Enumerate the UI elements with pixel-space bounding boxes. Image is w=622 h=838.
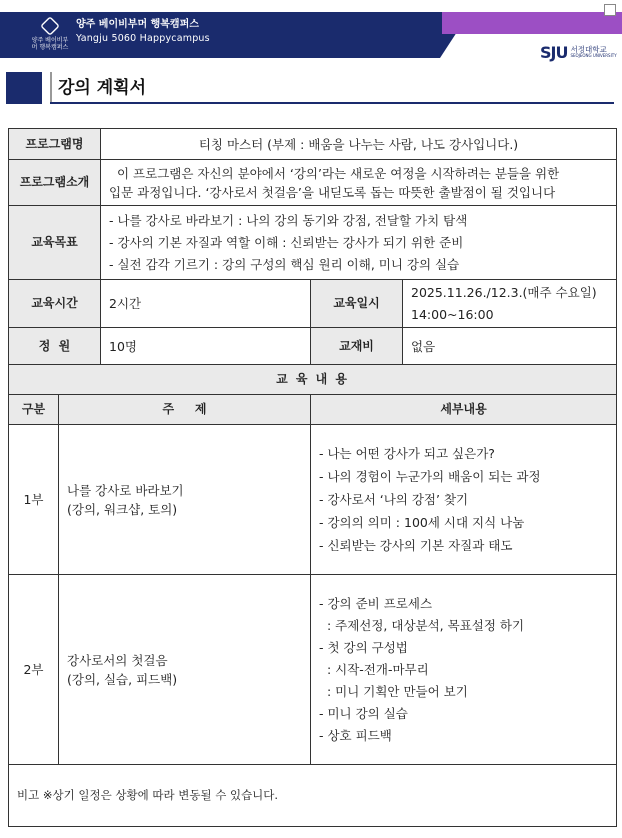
topic-line: (강의, 실습, 피드백) (67, 671, 178, 687)
topic-line: 강사로서의 첫걸음 (67, 652, 168, 668)
part-label: 1부 (9, 425, 59, 575)
goal-item: - 나를 강사로 바라보기 : 나의 강의 동기와 강점, 전달할 가치 탐색 (109, 212, 468, 228)
program-intro-value (101, 160, 617, 206)
detail-cell (311, 425, 617, 575)
content-row-part2 (9, 575, 617, 765)
corner-checkbox (604, 4, 616, 16)
goals-label: 교육목표 (9, 206, 101, 280)
detail-item: - 강의 준비 프로세스 (319, 595, 433, 611)
note-text: 비고 ※상기 일정은 상황에 따라 변동될 수 있습니다. (9, 765, 617, 827)
campus-name-en: Yangju 5060 Happycampus (76, 33, 210, 44)
row-goals (9, 206, 617, 280)
program-name-value: 티칭 마스터 (부제 : 배움을 나누는 사람, 나도 강사입니다.) (101, 129, 617, 160)
campus-logo-icon (40, 16, 60, 36)
university-mark: SJU (540, 42, 568, 62)
material-label: 교재비 (311, 328, 403, 365)
detail-item: - 강의의 의미 : 100세 시대 지식 나눔 (319, 515, 525, 530)
topic-line: 나를 강사로 바라보기 (67, 482, 184, 498)
program-intro-line: 이 프로그램은 자신의 분야에서 ‘강의’라는 새로운 여정을 시작하려는 분들을 위한 (117, 165, 560, 181)
detail-item: - 미니 강의 실습 (319, 705, 408, 721)
material-value: 없음 (403, 328, 617, 365)
col-topic-header: 주 제 (59, 395, 311, 425)
goal-item: - 강사의 기본 자질과 역할 이해 : 신뢰받는 강사가 되기 위한 준비 (109, 234, 464, 250)
university-logo (540, 42, 617, 62)
row-capacity-material (9, 328, 617, 365)
row-time-date (9, 280, 617, 328)
row-content-title (9, 365, 617, 395)
campus-title (76, 18, 210, 46)
col-part-header: 구분 (9, 395, 59, 425)
row-program-name (9, 129, 617, 160)
title-underline (50, 102, 614, 104)
campus-logo (30, 16, 70, 54)
time-range-line: 14:00~16:00 (411, 306, 494, 322)
university-name-en: SEOJEONG UNIVERSITY (570, 53, 617, 58)
detail-item: - 강사로서 ‘나의 강점’ 찾기 (319, 492, 469, 507)
detail-item: - 첫 강의 구성법 (319, 639, 408, 655)
campus-logo-text: 양주 베이비부머 행복캠퍼스 (31, 37, 69, 51)
date-value (403, 280, 617, 328)
row-note (9, 765, 617, 827)
topic-cell (59, 425, 311, 575)
topic-cell (59, 575, 311, 765)
title-bar (6, 72, 614, 104)
row-content-header (9, 395, 617, 425)
university-name-block (570, 46, 616, 58)
date-line: 2025.11.26./12.3.(매주 수요일) (411, 284, 597, 300)
detail-cell (311, 575, 617, 765)
date-label: 교육일시 (311, 280, 403, 328)
time-value: 2시간 (101, 280, 311, 328)
row-program-intro (9, 160, 617, 206)
detail-item: - 나는 어떤 강사가 되고 싶은가? (319, 446, 495, 461)
goals-value (101, 206, 617, 280)
capacity-value: 10명 (101, 328, 311, 365)
content-section-title: 교 육 내 용 (9, 365, 617, 395)
detail-item: - 나의 경험이 누군가의 배움이 되는 과정 (319, 469, 541, 484)
content-row-part1 (9, 425, 617, 575)
program-name-label: 프로그램명 (9, 129, 101, 160)
detail-item: - 신뢰받는 강사의 기본 자질과 태도 (319, 538, 513, 553)
program-intro-line: 입문 과정입니다. ‘강사로서 첫걸음’을 내딛도록 돕는 따뜻한 출발점이 될 것입니다 (109, 184, 556, 200)
detail-item: - 상호 피드백 (319, 727, 392, 743)
syllabus-table (8, 128, 617, 827)
program-intro-label: 프로그램소개 (9, 160, 101, 206)
time-label: 교육시간 (9, 280, 101, 328)
topic-line: (강의, 워크샵, 토의) (67, 501, 178, 517)
banner-purple-band (442, 12, 622, 34)
university-name: 서정대학교 (570, 45, 607, 54)
capacity-label: 정 원 (9, 328, 101, 365)
detail-item: : 시작-전개-마무리 (319, 661, 429, 677)
col-detail-header: 세부내용 (311, 395, 617, 425)
title-square-icon (6, 72, 42, 104)
campus-name: 양주 베이비부머 행복캠퍼스 (76, 19, 199, 30)
page-title: 강의 계획서 (50, 72, 146, 104)
goal-item: - 실전 감각 기르기 : 강의 구성의 핵심 원리 이해, 미니 강의 실습 (109, 256, 460, 272)
part-label: 2부 (9, 575, 59, 765)
detail-item: : 미니 기획안 만들어 보기 (319, 683, 468, 699)
detail-item: : 주제선정, 대상분석, 목표설정 하기 (319, 617, 525, 633)
header-banner (0, 12, 622, 62)
